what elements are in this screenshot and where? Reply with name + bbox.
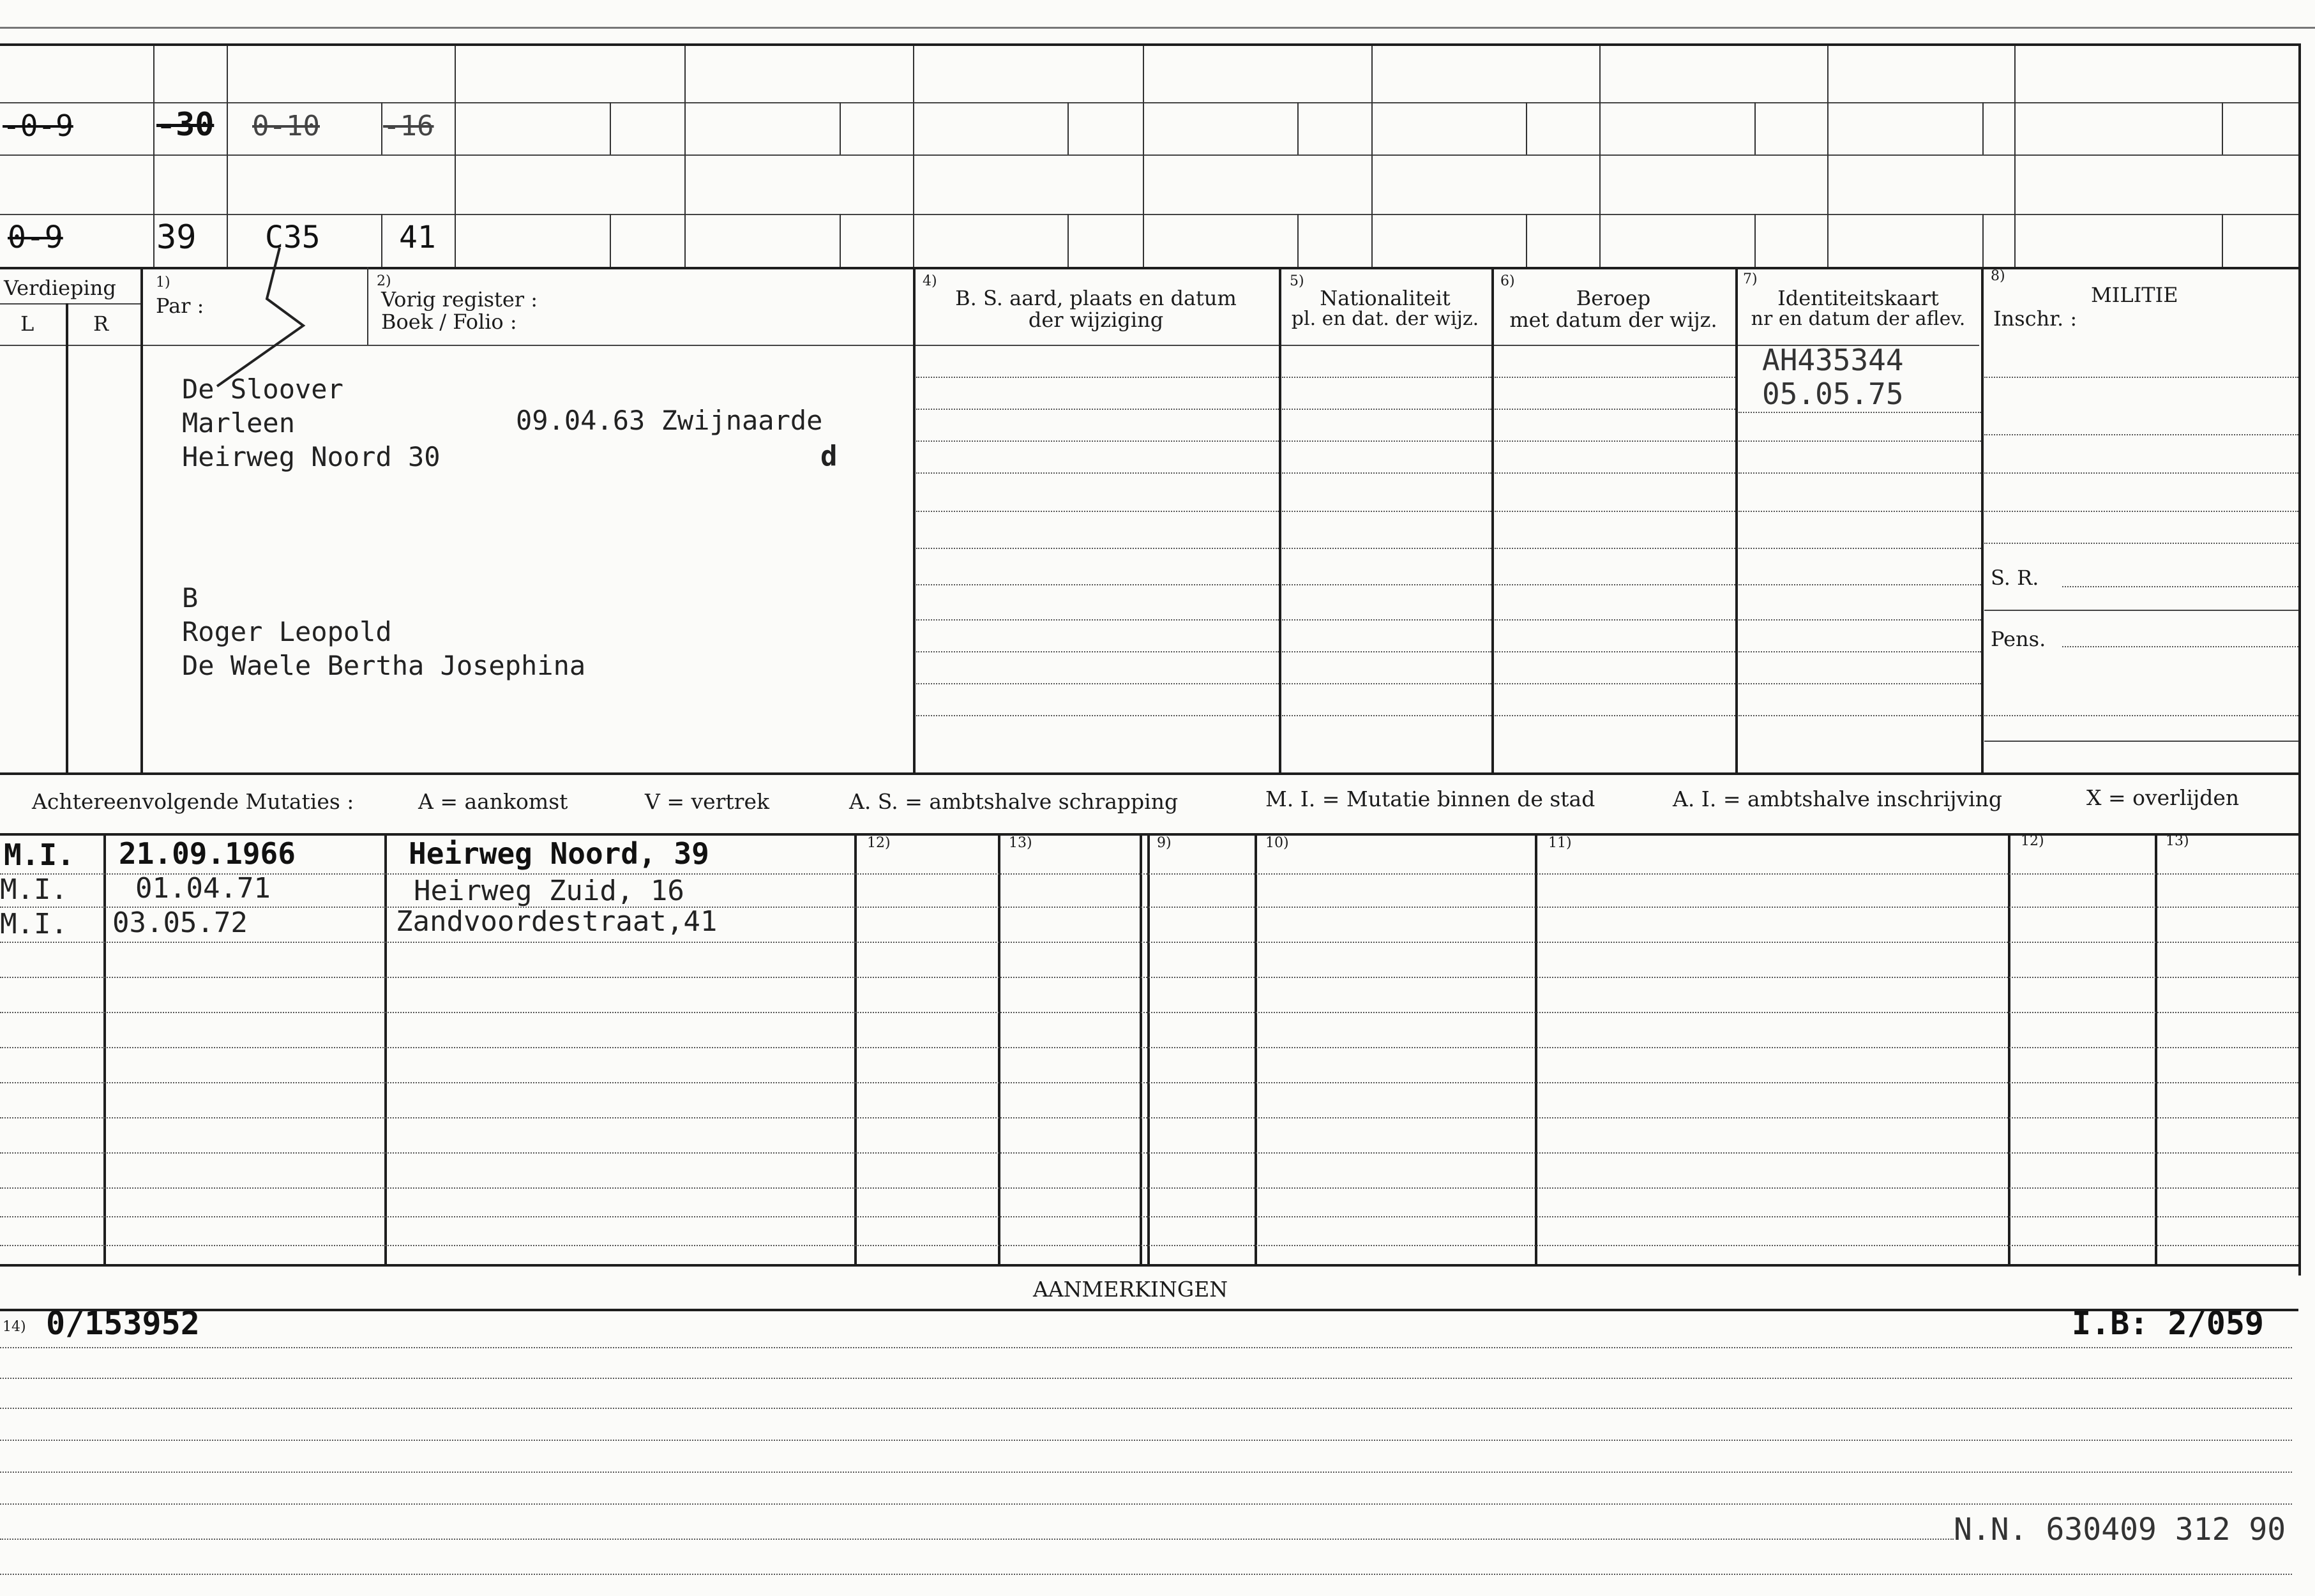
- fill-line: [1495, 619, 1735, 621]
- mutation-3-address: Zandvoordestraat,41: [396, 905, 718, 938]
- grid-line: [1526, 102, 1527, 154]
- grid-line: [1827, 43, 1829, 267]
- fill-line: [0, 1082, 2298, 1083]
- mutation-3-type: M.I.: [0, 908, 68, 940]
- grid-line: [227, 43, 228, 267]
- fill-line: [0, 873, 2298, 875]
- grid-line: [0, 1309, 2298, 1311]
- fill-line: [1738, 440, 1981, 442]
- grid-line: [1067, 102, 1069, 154]
- grid-line: [1140, 833, 1142, 1264]
- fill-line: [1738, 715, 1981, 716]
- fill-line: [1495, 683, 1735, 684]
- legend-x: X = overlijden: [2086, 785, 2240, 810]
- fill-line: [1984, 377, 2298, 378]
- fill-line: [1282, 584, 1491, 585]
- person-surname: De Sloover: [182, 373, 343, 405]
- legend-ai: A. I. = ambtshalve inschrijving: [1673, 787, 2003, 811]
- grid-line: [2222, 214, 2223, 267]
- fill-line: [0, 907, 2298, 908]
- national-number: N.N. 630409 312 90: [1954, 1512, 2286, 1547]
- fill-line: [1495, 548, 1735, 549]
- right-border: [2298, 43, 2301, 1276]
- code-r1-c2: -30: [156, 106, 215, 143]
- pens-label: Pens.: [1991, 627, 2046, 651]
- fill-line: [0, 1539, 1954, 1540]
- grid-line: [381, 214, 382, 267]
- fill-line: [1282, 715, 1491, 716]
- fill-line: [0, 1216, 2298, 1217]
- grid-line: [998, 833, 1000, 1264]
- fill-line: [1738, 584, 1981, 585]
- grid-line: [1735, 267, 1738, 772]
- grid-line: [1982, 214, 1984, 267]
- fill-line: [1984, 715, 2298, 716]
- sr-label: S. R.: [1991, 566, 2039, 590]
- person-first-name: Marleen: [182, 407, 296, 439]
- fill-line: [916, 548, 1279, 549]
- code-r1-c4: -16: [383, 110, 434, 142]
- fill-line: [916, 511, 1279, 512]
- col-header-9b: 9): [1157, 835, 1172, 851]
- code-r2-c3: C35: [265, 220, 320, 255]
- footnote-1: 1): [156, 275, 170, 290]
- person-sex: d: [820, 440, 838, 472]
- legend-title: Achtereenvolgende Mutaties :: [32, 789, 354, 814]
- remarks-code: 0/153952: [46, 1305, 200, 1342]
- col-header-10b: 10): [1265, 835, 1289, 851]
- id-card-number: AH435344: [1762, 343, 1904, 377]
- legend-mi: M. I. = Mutatie binnen de stad: [1265, 787, 1595, 811]
- fill-line: [1282, 619, 1491, 621]
- fill-line: [0, 1117, 2298, 1118]
- fill-line: [1738, 412, 1981, 413]
- fill-line: [0, 1012, 2298, 1013]
- verdieping-label: Verdieping: [4, 276, 116, 300]
- grid-line: [854, 833, 857, 1264]
- grid-line: [0, 214, 2298, 215]
- fill-line: [916, 409, 1279, 410]
- person-father: Roger Leopold: [182, 616, 392, 647]
- fill-line: [1282, 472, 1491, 474]
- code-r2-c4: 41: [399, 220, 436, 255]
- person-address: Heirweg Noord 30: [182, 441, 441, 472]
- page-edge: [0, 27, 2315, 29]
- col-header-12a: 12): [867, 835, 891, 851]
- footnote-2: 2): [377, 273, 391, 289]
- code-r1-c3: 0-10: [252, 110, 320, 142]
- fill-line: [916, 584, 1279, 585]
- fill-line: [0, 1503, 2292, 1505]
- footnote-7: 7): [1743, 271, 1758, 287]
- col-header-11b: 11): [1548, 835, 1572, 851]
- vorig-register-label: Vorig register :: [381, 287, 538, 312]
- grid-line: [0, 267, 2298, 269]
- grid-line: [1599, 43, 1601, 267]
- grid-line: [455, 43, 456, 267]
- fill-line: [1282, 440, 1491, 442]
- grid-line: [153, 43, 155, 267]
- fill-line: [2062, 646, 2298, 647]
- fill-line: [1495, 377, 1735, 378]
- fill-line: [1495, 651, 1735, 652]
- grid-line: [840, 102, 841, 154]
- fill-line: [0, 1472, 2292, 1473]
- fill-line: [1984, 511, 2298, 512]
- grid-line: [1297, 102, 1299, 154]
- grid-line: [367, 267, 368, 345]
- grid-line: [0, 772, 2298, 775]
- grid-line: [1255, 833, 1257, 1264]
- beroep-header-1: Beroep: [1576, 286, 1651, 310]
- grid-line: [384, 833, 387, 1264]
- code-r2-c2: 39: [156, 218, 197, 257]
- fill-line: [0, 977, 2298, 978]
- grid-line: [1754, 102, 1756, 154]
- fill-line: [916, 715, 1279, 716]
- mutation-1-date: 21.09.1966: [119, 836, 296, 871]
- mutation-2-date: 01.04.71: [135, 872, 271, 905]
- boek-folio-label: Boek / Folio :: [381, 310, 517, 334]
- code-r1-c1: -0-9: [3, 109, 73, 143]
- remarks-ib: I.B: 2/059: [2072, 1305, 2265, 1342]
- grid-line: [1984, 741, 2298, 742]
- fill-line: [916, 683, 1279, 684]
- identiteitskaart-header-1: Identiteitskaart: [1777, 286, 1939, 310]
- fill-line: [0, 1047, 2298, 1048]
- bs-header-2: der wijziging: [1028, 308, 1164, 332]
- fill-line: [1495, 472, 1735, 474]
- fill-line: [916, 472, 1279, 474]
- mutation-1-address: Heirweg Noord, 39: [409, 836, 709, 871]
- inschr-label: Inschr. :: [1993, 306, 2077, 331]
- fill-line: [916, 377, 1279, 378]
- grid-line: [140, 267, 143, 772]
- fill-line: [0, 1440, 2292, 1441]
- grid-line: [1526, 214, 1527, 267]
- fill-line: [916, 651, 1279, 652]
- code-r2-c1: 0-9: [8, 220, 63, 255]
- grid-line: [0, 1264, 2298, 1267]
- fill-line: [1738, 548, 1981, 549]
- mutation-2-address: Heirweg Zuid, 16: [414, 875, 684, 907]
- hand-drawn-stroke: [204, 243, 319, 396]
- grid-line: [1371, 43, 1373, 267]
- fill-line: [1495, 715, 1735, 716]
- fill-line: [1282, 651, 1491, 652]
- grid-line: [0, 102, 2298, 103]
- fill-line: [1282, 511, 1491, 512]
- fill-line: [916, 619, 1279, 621]
- fill-line: [0, 1187, 2298, 1189]
- grid-line: [1147, 833, 1150, 1264]
- fill-line: [1738, 472, 1981, 474]
- fill-line: [1282, 548, 1491, 549]
- floor-l-label: L: [20, 312, 34, 336]
- fill-line: [1495, 511, 1735, 512]
- person-status: B: [182, 582, 199, 614]
- fill-line: [1495, 409, 1735, 410]
- grid-line: [1279, 267, 1281, 772]
- fill-line: [0, 942, 2298, 943]
- grid-line: [381, 102, 382, 154]
- grid-line: [2222, 102, 2223, 154]
- fill-line: [1738, 683, 1981, 684]
- grid-line: [1143, 43, 1144, 267]
- grid-line: [1535, 833, 1537, 1264]
- fill-line: [2062, 586, 2298, 587]
- floor-r-label: R: [93, 312, 109, 336]
- fill-line: [1282, 683, 1491, 684]
- mutation-3-date: 03.05.72: [112, 907, 248, 939]
- footnote-6: 6): [1500, 273, 1515, 289]
- grid-line: [610, 214, 611, 267]
- grid-line: [1981, 267, 1984, 772]
- militie-header: MILITIE: [2091, 283, 2178, 307]
- fill-line: [1984, 472, 2298, 474]
- footnote-8: 8): [1991, 268, 2005, 284]
- footnote-4: 4): [923, 273, 937, 289]
- fill-line: [0, 1408, 2292, 1409]
- fill-line: [1738, 511, 1981, 512]
- fill-line: [916, 440, 1279, 442]
- nationaliteit-header-1: Nationaliteit: [1320, 286, 1451, 310]
- fill-line: [1984, 543, 2298, 544]
- fill-line: [0, 1245, 2298, 1246]
- mutation-2-type: M.I.: [0, 873, 68, 906]
- grid-line: [2014, 43, 2016, 267]
- grid-line: [684, 43, 686, 267]
- beroep-header-2: met datum der wijz.: [1509, 308, 1717, 332]
- grid-line: [1297, 214, 1299, 267]
- fill-line: [1495, 584, 1735, 585]
- grid-line: [913, 267, 916, 772]
- par-label: Par :: [156, 294, 204, 318]
- grid-line: [103, 833, 106, 1264]
- legend-a: A = aankomst: [418, 789, 568, 814]
- grid-line: [1984, 610, 2298, 611]
- id-card-date: 05.05.75: [1762, 377, 1904, 411]
- fill-line: [1495, 440, 1735, 442]
- person-mother: De Waele Bertha Josephina: [182, 650, 586, 681]
- legend-as: A. S. = ambtshalve schrapping: [849, 789, 1179, 814]
- grid-line: [1491, 267, 1494, 772]
- grid-line: [66, 303, 68, 772]
- footnote-14: 14): [3, 1319, 26, 1335]
- fill-line: [1738, 619, 1981, 621]
- fill-line: [0, 1152, 2298, 1154]
- grid-line: [1754, 214, 1756, 267]
- top-border: [0, 43, 2298, 46]
- nationaliteit-header-2: pl. en dat. der wijz.: [1291, 308, 1479, 330]
- grid-line: [913, 43, 914, 267]
- grid-line: [0, 154, 2298, 156]
- fill-line: [1282, 377, 1491, 378]
- col-header-13b: 13): [2166, 833, 2189, 849]
- grid-line: [2008, 833, 2010, 1264]
- remarks-title: AANMERKINGEN: [1033, 1277, 1228, 1302]
- fill-line: [1282, 409, 1491, 410]
- grid-line: [840, 214, 841, 267]
- grid-line: [610, 102, 611, 154]
- mutation-1-type: M.I.: [4, 838, 75, 872]
- footnote-5: 5): [1290, 273, 1304, 289]
- bs-header-1: B. S. aard, plaats en datum: [955, 286, 1237, 310]
- fill-line: [0, 1378, 2292, 1379]
- grid-line: [0, 303, 140, 305]
- fill-line: [0, 1347, 2292, 1348]
- grid-line: [1067, 214, 1069, 267]
- col-header-12b: 12): [2021, 833, 2044, 849]
- person-birth: 09.04.63 Zwijnaarde: [516, 405, 823, 436]
- grid-line: [2155, 833, 2157, 1264]
- fill-line: [1738, 651, 1981, 652]
- identiteitskaart-header-2: nr en datum der aflev.: [1751, 308, 1966, 330]
- grid-line: [1982, 102, 1984, 154]
- fill-line: [1984, 434, 2298, 435]
- legend-v: V = vertrek: [645, 789, 769, 814]
- fill-line: [0, 1574, 2292, 1575]
- col-header-13a: 13): [1009, 835, 1032, 851]
